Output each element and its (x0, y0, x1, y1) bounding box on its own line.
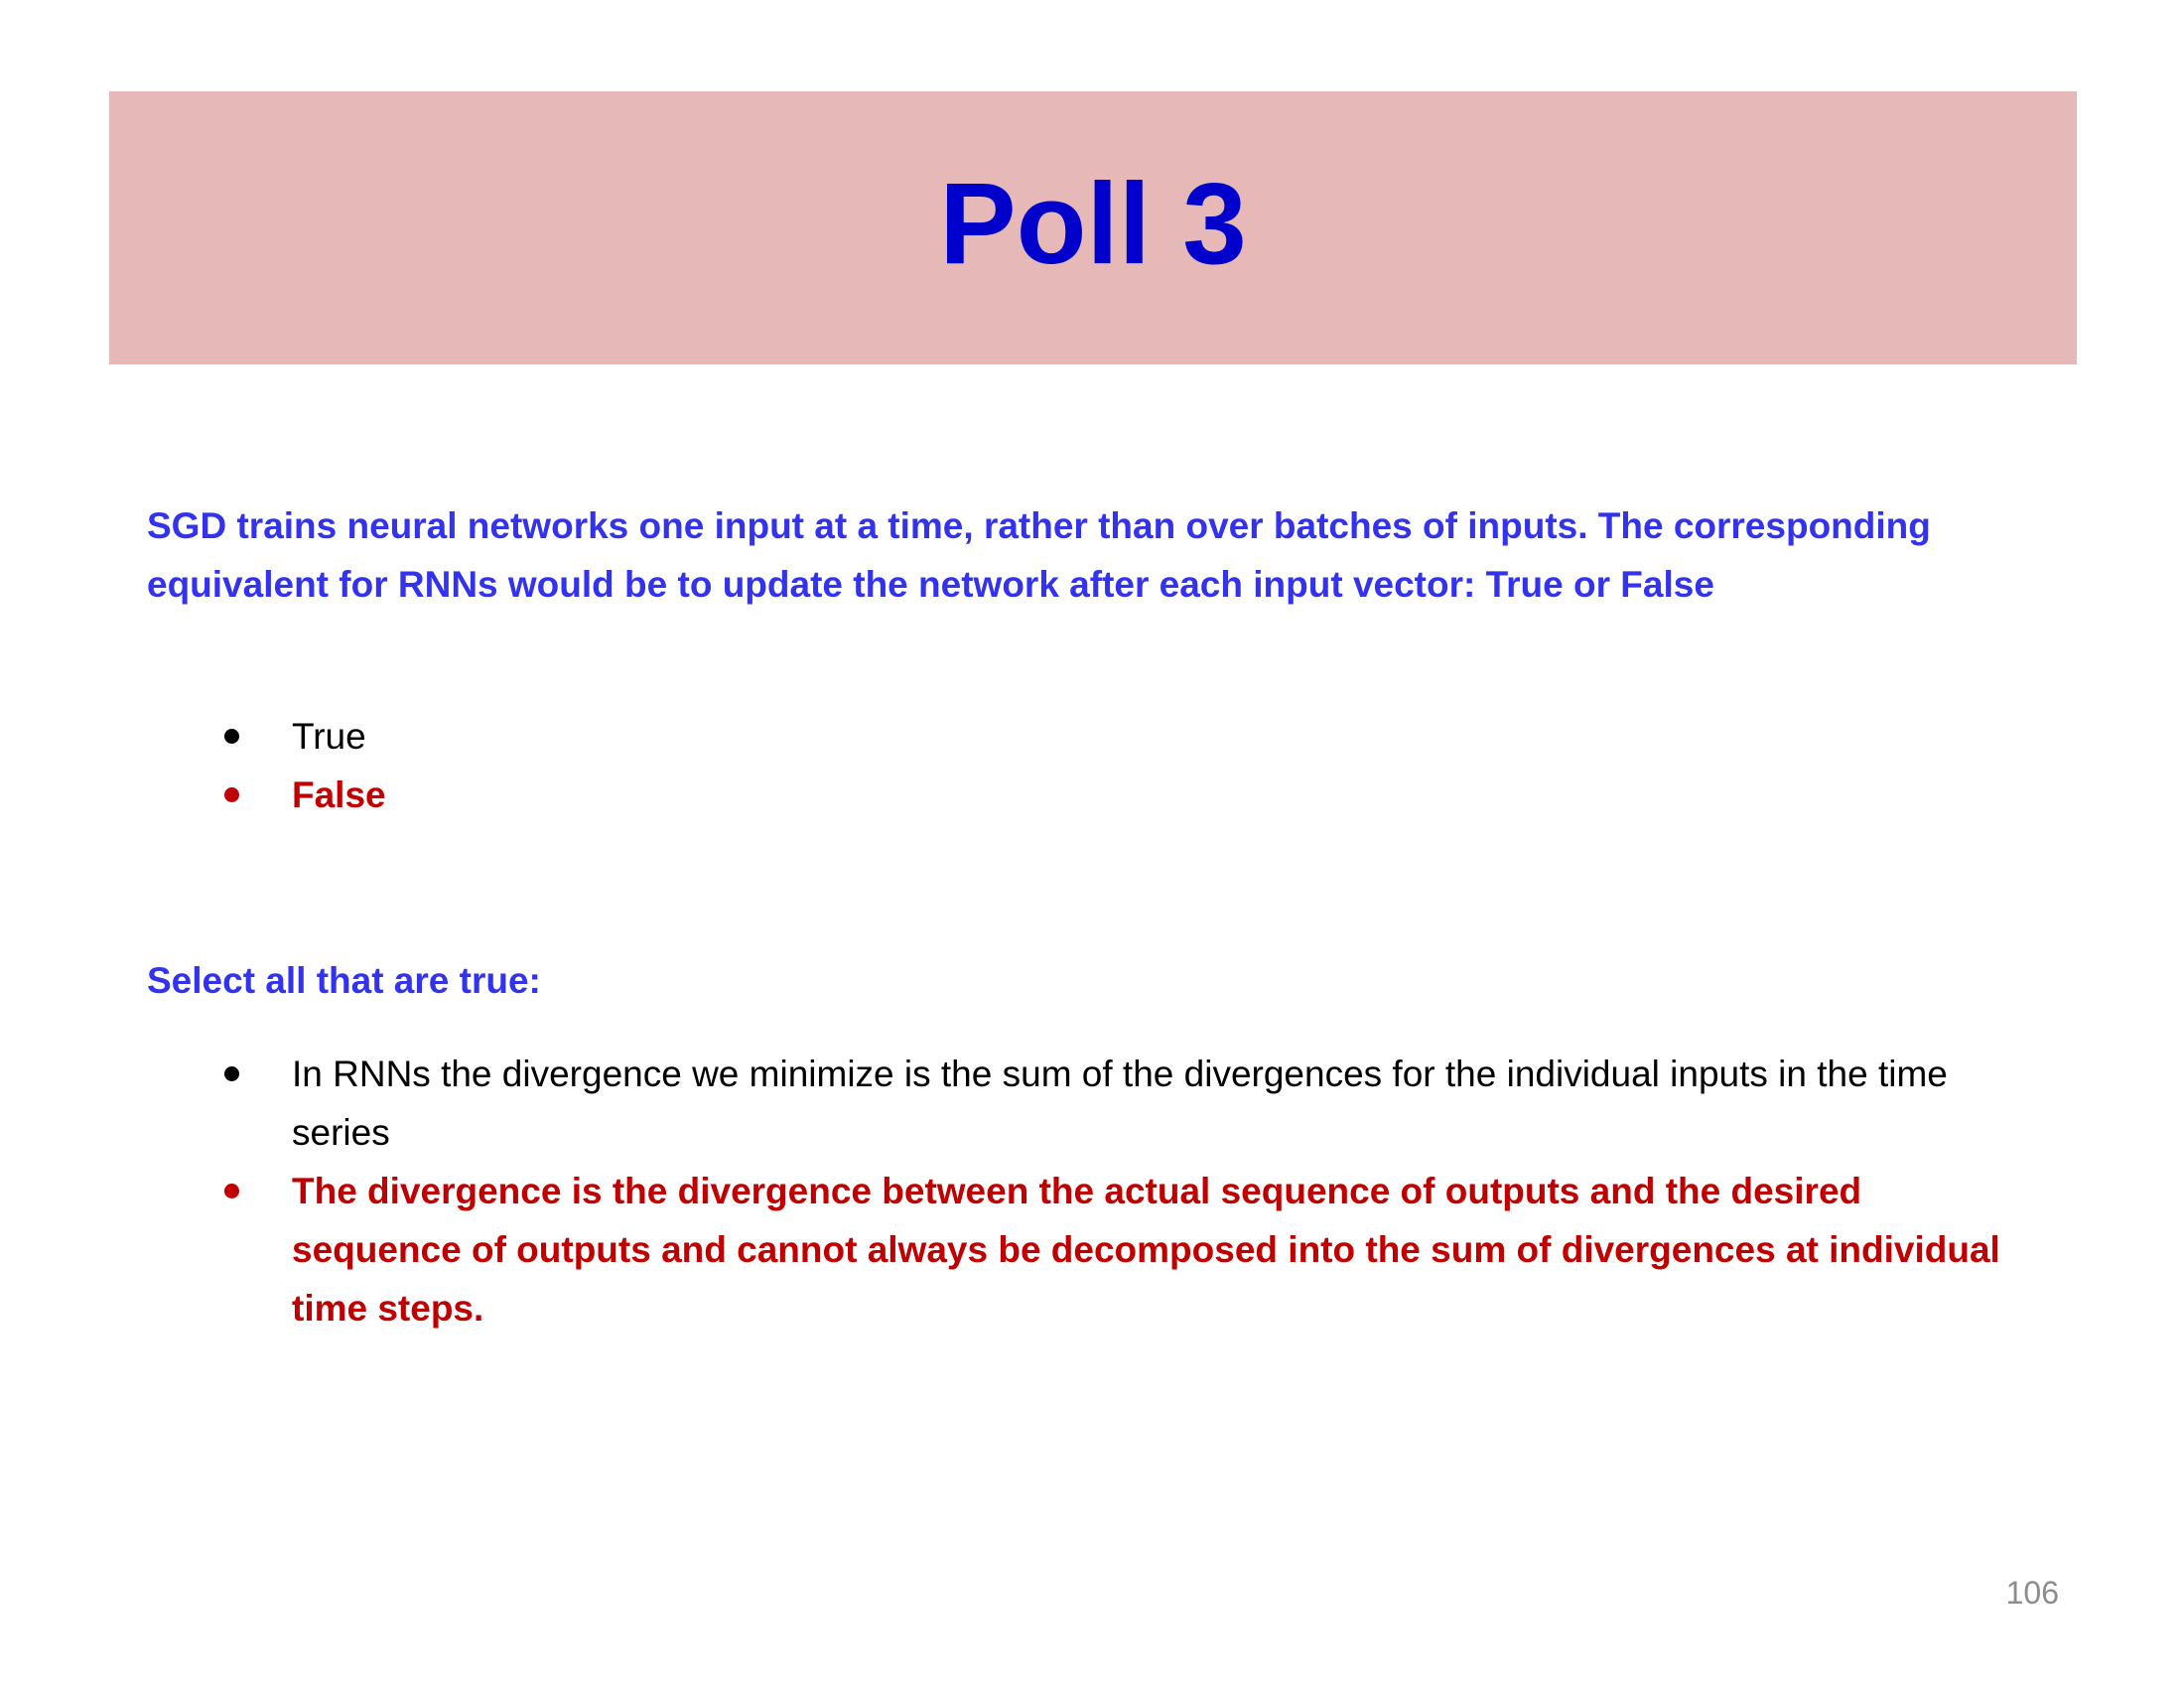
question-1-prompt: SGD trains neural networks one input at a time, rather than over batches of inputs. The corresponding equivalent for RNNs would be to update the network after each input vector: True or False (147, 505, 1931, 605)
question-1-options (218, 707, 2025, 824)
question-2-prompt: Select all that are true: (147, 960, 541, 1001)
title-bar (109, 91, 2077, 364)
option-true: True (218, 707, 2025, 766)
option-false-correct: False (218, 766, 2025, 824)
slide-title: Poll 3 (939, 158, 1247, 288)
page-number: 106 (2005, 1575, 2059, 1611)
option-sequence-divergence-correct: The divergence is the divergence between the actual sequence of outputs and the desired sequence of outputs and cannot always be decomposed into the sum of divergences at individual time steps. (218, 1162, 2025, 1337)
question-2-options (218, 1045, 2025, 1337)
option-sum-of-divergences: In RNNs the divergence we minimize is the sum of the divergences for the individual inputs in the time series (218, 1045, 2025, 1162)
